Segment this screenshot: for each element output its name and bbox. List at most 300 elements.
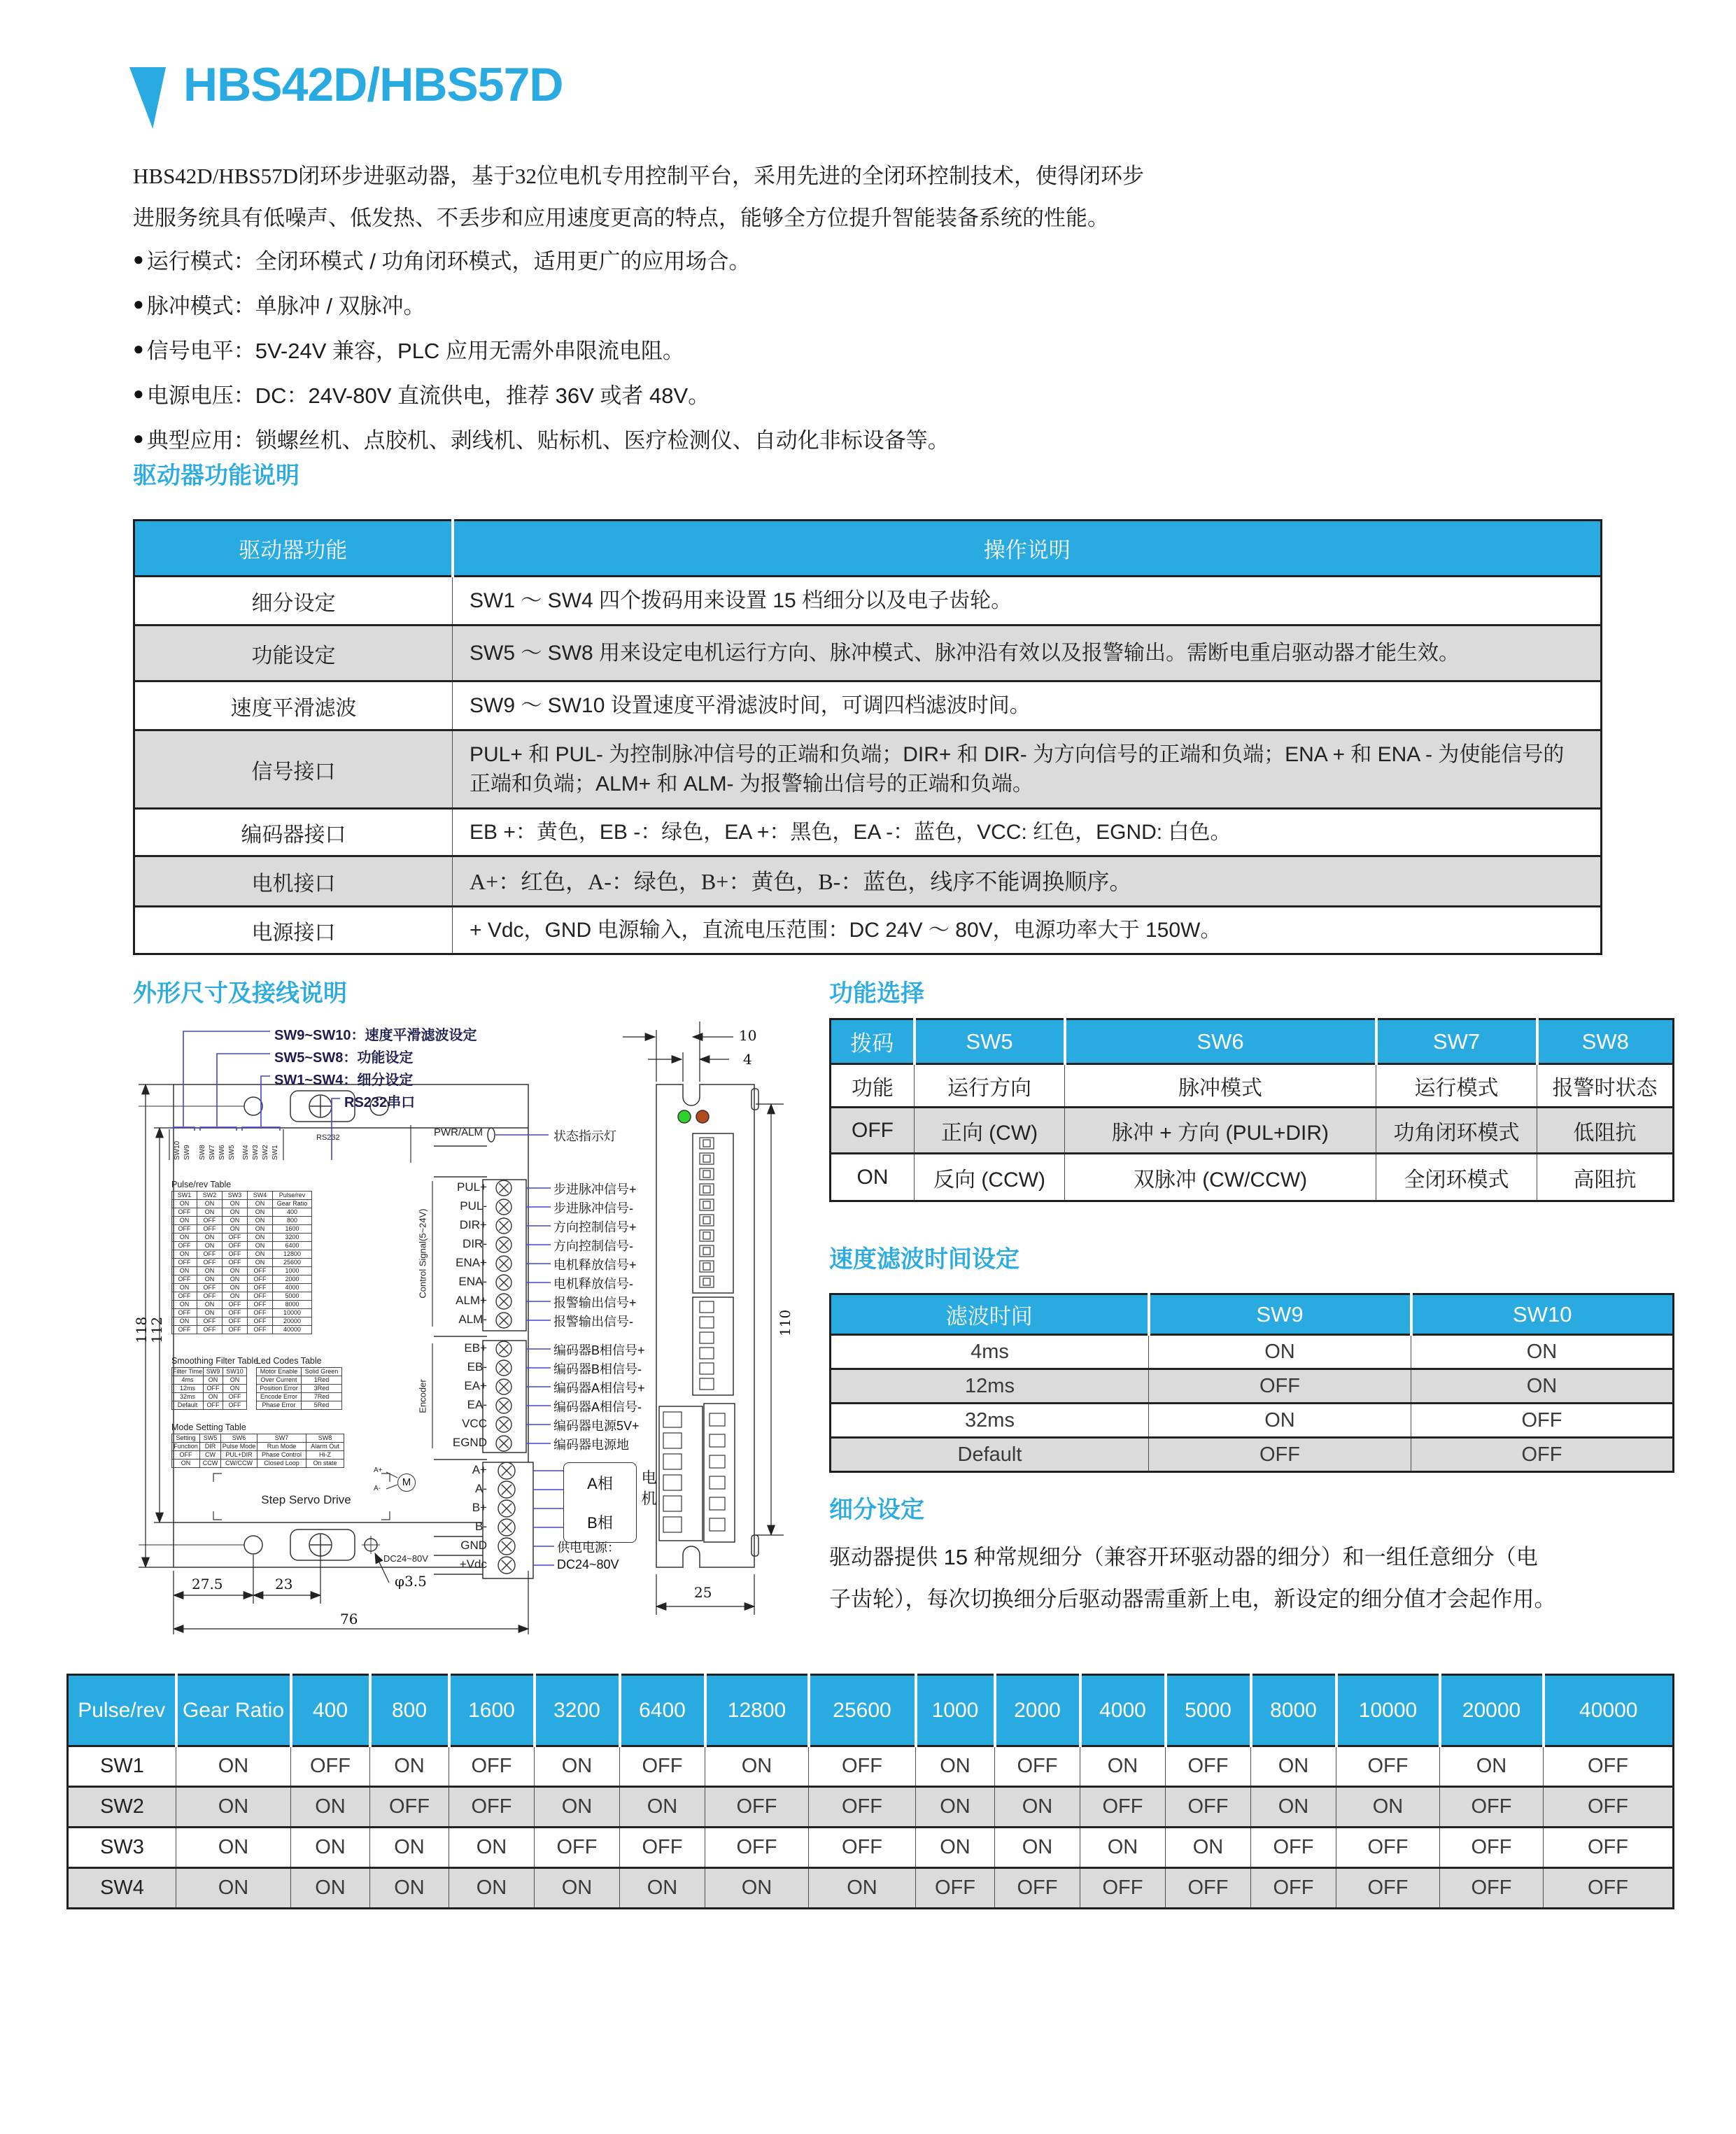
mini-table-row [172,1385,247,1393]
table-cell: OFF [1166,1787,1251,1828]
table-cell: 高阻抗 [1537,1154,1674,1201]
bullet-dot-icon: ● [133,427,144,448]
table-cell: OFF [809,1787,916,1828]
table-cell: OFF [995,1746,1080,1787]
table-cell: OFF [197,1250,223,1259]
row-description: SW5 ～ SW8 用来设定电机运行方向、脉冲模式、脉冲沿有效以及报警输出。需断电重启驱动器才能生效。 [453,626,1602,681]
table-cell: ON [1149,1404,1411,1438]
table-cell: 反向 (CCW) [915,1154,1065,1201]
bullet-dot-icon: ● [133,338,144,359]
table-cell: OFF [197,1217,223,1225]
smoothing-filter-mini-table: Smoothing Filter Table Filter Time SW9 SW10 4ms ON ON 12ms OFF ON 32ms ON OFF Default OFF OFF [171,1356,259,1408]
table-row [831,1404,1674,1438]
table-cell: ON [831,1154,915,1201]
table-cell: OFF [172,1309,197,1317]
wire-label: 编码器电源地 [553,1438,629,1452]
table-cell: OFF [809,1746,916,1787]
wire-label: 方向控制信号+ [553,1220,637,1234]
table-row [68,1787,1674,1828]
motor-a-minus-label: A- [374,1485,381,1492]
table-cell: Position Error [257,1385,302,1393]
subdivision-line: 驱动器提供 15 种常规细分（兼容开环驱动器的细分）和一组任意细分（电 [829,1545,1538,1569]
table-cell: OFF [248,1292,273,1301]
dip-switch-label: SW9 [183,1145,191,1160]
column-header: 2000 [995,1675,1080,1746]
mini-table-row [257,1401,342,1410]
table-cell: OFF [291,1746,370,1787]
dim-10: 10 [739,1027,757,1044]
terminal-label: ENA- [458,1275,487,1288]
table-cell: On state [306,1460,344,1468]
table-cell: Closed Loop [257,1460,306,1468]
table-cell: ON [248,1259,273,1267]
supply-label: 供电电源： [557,1541,620,1555]
table-cell: ON [1149,1335,1411,1369]
mini-table-row [172,1250,312,1259]
table-cell: SW2 [197,1192,223,1200]
column-header: 5000 [1166,1675,1251,1746]
bullet-item [133,333,950,365]
column-header: 驱动器功能 [134,521,453,577]
table-cell: ON [535,1787,620,1828]
table-cell: OFF [1544,1787,1674,1828]
pwr-alm-label: PWR/ALM [433,1126,483,1138]
dip-switch-label: SW8 [199,1145,206,1160]
mini-table-row [172,1267,312,1276]
table-cell: OFF [172,1326,197,1334]
column-header: 1600 [449,1675,535,1746]
dim-25: 25 [694,1584,712,1601]
terminal-label: DIR+ [459,1218,487,1231]
callout-sw9-sw10: SW9~SW10：速度平滑滤波设定 [274,1028,477,1043]
mini-table-row [172,1276,312,1284]
table-cell: OFF [1080,1787,1166,1828]
table-cell: SW6 [221,1434,257,1443]
row-description: SW9 ～ SW10 设置速度平滑滤波时间，可调四档滤波时间。 [453,681,1602,730]
table-cell: OFF [1544,1746,1674,1787]
table-cell: 3Red [302,1385,342,1393]
table-cell: OFF [1440,1868,1544,1909]
table-row [831,1438,1674,1472]
wire-label: 步进脉冲信号+ [553,1182,637,1196]
column-header: SW6 [1065,1019,1376,1064]
table-row [134,907,1602,954]
table-cell: OFF [1440,1828,1544,1868]
table-cell: 8000 [273,1301,312,1309]
table-cell: OFF [535,1828,620,1868]
table-cell: SW7 [257,1434,306,1443]
table-cell: ON [916,1787,995,1828]
table-cell: 4000 [273,1284,312,1292]
dc-range-small-label: DC24~80V [383,1553,428,1564]
table-cell: OFF [1080,1868,1166,1909]
table-cell: ON [172,1217,197,1225]
table-cell: 12800 [273,1250,312,1259]
phase-a-label: A相 [587,1474,613,1492]
dip-switch-label: SW1 [271,1145,279,1160]
table-cell: SW3 [223,1192,248,1200]
table-cell: ON [1251,1787,1336,1828]
table-cell: ON [176,1787,291,1828]
table-cell: ON [291,1787,370,1828]
column-header: 6400 [620,1675,705,1746]
table-cell: ON [223,1276,248,1284]
table-cell: OFF [1149,1438,1411,1472]
intro-line: 进服务统具有低噪声、低发热、不丢步和应用速度更高的特点，能够全方位提升智能装备系统的性能。 [133,206,1109,230]
column-header: 40000 [1544,1675,1674,1746]
terminal-label: PUL- [460,1199,487,1213]
wire-label: 编码器B相信号- [553,1362,642,1376]
bullet-item [133,243,950,275]
terminal-label: DIR- [463,1237,487,1250]
table-cell: OFF [172,1208,197,1217]
table-cell: OFF [223,1401,247,1410]
bullet-text: 典型应用：锁螺丝机、点胶机、剥线机、贴标机、医疗检测仪、自动化非标设备等。 [146,428,950,453]
section-title-function-select: 功能选择 [829,980,924,1007]
bullet-text: 脉冲模式：单脉冲 / 双脉冲。 [146,294,425,318]
dip-switch-label: SW4 [242,1145,250,1160]
table-cell: ON [172,1250,197,1259]
table-cell: ON [176,1828,291,1868]
table-cell: OFF [1336,1868,1440,1909]
table-cell: ON [223,1376,247,1385]
table-cell: 32ms [831,1404,1149,1438]
table-cell: SW5 [200,1434,221,1443]
table-row [134,809,1602,856]
table-cell: OFF [705,1828,809,1868]
row-description: PUL+ 和 PUL- 为控制脉冲信号的正端和负端；DIR+ 和 DIR- 为方向信号的正端和负端；ENA + 和 ENA - 为使能信号的正端和负端；ALM+ 和 ALM- 为报警输出信号的正端和负端。 [453,730,1602,809]
table-cell: OFF [248,1267,273,1276]
column-header: 3200 [535,1675,620,1746]
wire-label: 报警输出信号- [553,1315,633,1329]
table-cell: 4ms [172,1376,204,1385]
table-cell: ON [1440,1746,1544,1787]
brand-triangle-icon [129,67,166,129]
table-cell: ON [248,1234,273,1242]
dim-118: 118 [133,1316,150,1343]
table-cell: Pulse Mode [221,1443,257,1451]
table-cell: 6400 [273,1242,312,1250]
table-row [831,1369,1674,1404]
mode-setting-mini-table: Mode Setting Table Setting SW5 SW6 SW7 SW8 Function DIR Pulse Mode Run Mode Alarm Out OFF CW PUL+DIR Phase Control Hi-Z ON CCW CW/CCW Closed Loop On state [171,1422,344,1468]
column-header: SW8 [1537,1019,1674,1064]
mini-table-row [172,1200,312,1208]
table-cell: ON [1251,1746,1336,1787]
table-cell: OFF [223,1317,248,1326]
terminal-label: EGND [452,1436,487,1449]
row-label: 信号接口 [134,730,453,809]
dip-switch-label: SW6 [218,1145,226,1160]
table-row [68,1746,1674,1787]
bullet-text: 电源电压：DC：24V-80V 直流供电，推荐 36V 或者 48V。 [146,383,710,408]
table-cell: 3200 [273,1234,312,1242]
table-cell: Over Current [257,1376,302,1385]
table-cell: OFF [705,1787,809,1828]
row-label: 电机接口 [134,856,453,907]
column-header: Gear Ratio [176,1675,291,1746]
bullet-dot-icon: ● [133,248,144,269]
table-cell: ON [223,1267,248,1276]
mini-table-row [172,1242,312,1250]
mini-table-row [172,1234,312,1242]
table-cell: ON [916,1746,995,1787]
motor-label: 电机 [640,1469,657,1511]
supply-voltage-label: DC24~80V [557,1557,619,1571]
section-title-subdivision: 细分设定 [829,1497,924,1523]
table-cell: OFF [916,1868,995,1909]
table-cell: SW8 [306,1434,344,1443]
dip-switch-label: SW10 [174,1140,181,1160]
table-cell: OFF [1411,1438,1674,1472]
terminal-label: A- [475,1482,487,1495]
feature-bullet-list [133,243,950,467]
table-cell: OFF [172,1276,197,1284]
callout-sw5-sw8: SW5~SW8：功能设定 [274,1050,414,1066]
table-cell: Setting [172,1434,200,1443]
table-cell: DIR [200,1443,221,1451]
table-cell: Run Mode [257,1443,306,1451]
table-cell: ON [197,1234,223,1242]
table-cell: 低阻抗 [1537,1108,1674,1154]
table-cell: 4ms [831,1335,1149,1369]
terminal-label: A+ [472,1463,487,1476]
table-cell: OFF [204,1385,223,1393]
table-cell: 800 [273,1217,312,1225]
table-header-row [831,1019,1674,1064]
table-cell: Filter Time [173,1368,203,1375]
table-cell: CW [200,1451,221,1460]
table-cell: Pulse/rev [273,1192,312,1200]
mini-table-row [257,1376,342,1385]
table-cell: ON [449,1828,535,1868]
table-cell: ON [197,1208,223,1217]
table-cell: ON [248,1208,273,1217]
table-cell: OFF [223,1259,248,1267]
table-cell: Phase Error [257,1401,302,1410]
dim-4: 4 [743,1051,752,1068]
table-cell: PUL+DIR [221,1451,257,1460]
table-row [831,1335,1674,1369]
mini-table-row [172,1460,344,1468]
table-cell: OFF [197,1292,223,1301]
column-header: 20000 [1440,1675,1544,1746]
mini-table-row [172,1317,312,1326]
table-row [134,856,1602,907]
table-cell: ON [197,1242,223,1250]
terminal-label: ALM+ [456,1294,487,1307]
table-cell: OFF [223,1234,248,1242]
table-cell: ON [197,1200,223,1208]
motor-a-plus-label: A+ [374,1467,383,1474]
table-cell: OFF [1440,1787,1544,1828]
table-cell: OFF [809,1828,916,1868]
terminal-label: EA- [467,1398,487,1411]
column-header: 操作说明 [453,521,1602,577]
mini-table-row [257,1393,342,1401]
table-cell: Phase Control [257,1451,306,1460]
speed-filter-table [829,1293,1674,1473]
table-cell: OFF [172,1225,197,1234]
table-cell: ON [223,1200,248,1208]
callout-rs232: RS232串口 [344,1095,416,1110]
table-cell: OFF [248,1276,273,1284]
table-cell: ON [176,1746,291,1787]
column-header: 4000 [1080,1675,1166,1746]
column-header: Pulse/rev [68,1675,176,1746]
table-cell: ON [620,1868,705,1909]
row-description: A+：红色，A-：绿色，B+：黄色，B-：蓝色，线序不能调换顺序。 [453,856,1602,907]
terminal-label: +Vdc [459,1557,487,1571]
subdivision-paragraph [829,1536,1679,1620]
table-row [831,1108,1674,1154]
table-cell: OFF [1336,1746,1440,1787]
table-cell: ON [172,1460,200,1468]
mini-table-row [172,1326,312,1334]
table-cell: OFF [223,1242,248,1250]
table-cell: ON [176,1868,291,1909]
table-cell: OFF [248,1326,273,1334]
table-cell: 全闭环模式 [1376,1154,1537,1201]
table-cell: OFF [223,1393,247,1401]
subdivision-line: 子齿轮），每次切换细分后驱动器需重新上电，新设定的细分值才会起作用。 [829,1587,1556,1611]
row-description: EB +：黄色，EB -：绿色，EA +：黑色，EA -：蓝色，VCC: 红色，EGND: 白色。 [453,809,1602,856]
column-header: 8000 [1251,1675,1336,1746]
table-cell: SW4 [248,1192,273,1200]
column-header: 800 [370,1675,449,1746]
table-cell: ON [705,1868,809,1909]
table-cell: OFF [248,1317,273,1326]
table-header-row [134,521,1602,577]
table-row [831,1064,1674,1108]
control-signal-group-label: Control Signal(5~24V) [417,1208,428,1299]
table-cell: OFF [1149,1369,1411,1404]
intro-line: HBS42D/HBS57D闭环步进驱动器，基于32位电机专用控制平台，采用先进的全闭环控制技术，使得闭环步 [133,164,1144,188]
wire-label: 步进脉冲信号- [553,1201,633,1215]
column-header: SW5 [915,1019,1065,1064]
table-cell: OFF [172,1451,200,1460]
table-cell: ON [620,1787,705,1828]
function-select-table [829,1018,1674,1202]
motor-phase-box [563,1462,637,1543]
dim-27-5: 27.5 [192,1576,223,1592]
motor-symbol: M [397,1474,416,1492]
table-cell: OFF [223,1309,248,1317]
table-cell: ON [916,1828,995,1868]
table-cell: 运行模式 [1376,1064,1537,1108]
table-cell: Function [172,1443,200,1451]
table-cell: ON [172,1234,197,1242]
table-header-row [68,1675,1674,1746]
table-cell: 功能 [831,1064,915,1108]
table-cell: ON [223,1292,248,1301]
terminal-label: EA+ [464,1379,487,1392]
bullet-item [133,423,950,454]
wire-label: 编码器A相信号+ [553,1381,645,1395]
table-cell: OFF [831,1108,915,1154]
table-cell: ON [197,1267,223,1276]
table-cell: ON [223,1225,248,1234]
table-cell: Default [172,1401,204,1410]
mini-table-row [257,1368,342,1376]
table-cell: ON [995,1787,1080,1828]
table-cell: OFF [1336,1828,1440,1868]
dim-110: 110 [777,1309,793,1336]
table-cell: ON [1080,1746,1166,1787]
table-cell: SW10 [223,1368,247,1376]
table-cell: 20000 [273,1317,312,1326]
row-label: 编码器接口 [134,809,453,856]
table-row [134,681,1602,730]
table-cell: 报警时状态 [1537,1064,1674,1108]
wire-label: 编码器电源5V+ [553,1419,640,1433]
table-cell: ON [172,1317,197,1326]
table-cell: OFF [197,1326,223,1334]
table-cell: ON [197,1301,223,1309]
table-cell: OFF [248,1284,273,1292]
table-cell: ON [223,1217,248,1225]
column-header: SW10 [1411,1294,1674,1335]
table-header-row [831,1294,1674,1335]
row-label: SW4 [68,1868,176,1909]
table-cell: OFF [449,1787,535,1828]
table-cell: ON [172,1301,197,1309]
table-cell: OFF [1251,1868,1336,1909]
table-cell: ON [370,1868,449,1909]
mini-table-row [172,1443,344,1451]
table-cell: ON [197,1276,223,1284]
wire-label: 编码器A相信号- [553,1400,642,1414]
wire-label: 电机释放信号+ [553,1258,637,1272]
section-title-dimensions: 外形尺寸及接线说明 [133,980,347,1007]
table-cell: ON [370,1746,449,1787]
table-cell: ON [809,1868,916,1909]
mini-table-row [172,1401,247,1410]
table-cell: ON [1336,1787,1440,1828]
table-cell: 7Red [302,1393,342,1401]
mini-table-row [172,1225,312,1234]
table-cell: ON [1411,1335,1674,1369]
column-header: SW7 [1376,1019,1537,1064]
table-row [831,1154,1674,1201]
mini-table-row [172,1434,344,1443]
table-cell: ON [204,1393,223,1401]
bullet-dot-icon: ● [133,293,144,314]
table-row [68,1828,1674,1868]
wire-label: 报警输出信号+ [553,1296,637,1310]
table-cell: 功角闭环模式 [1376,1108,1537,1154]
device-name-label: Step Servo Drive [261,1493,351,1506]
row-description: SW1 ～ SW4 四个拨码用来设置 15 档细分以及电子齿轮。 [453,577,1602,626]
column-header: 1000 [916,1675,995,1746]
bullet-item [133,288,950,320]
table-cell: SW9 [204,1368,223,1376]
mini-table-row [172,1393,247,1401]
dim-23: 23 [275,1576,293,1592]
table-cell: 12ms [172,1385,204,1393]
table-cell: ON [223,1385,247,1393]
row-label: SW3 [68,1828,176,1868]
table-cell: 正向 (CW) [915,1108,1065,1154]
mini-table-row [172,1301,312,1309]
encoder-group-label: Encoder [417,1379,428,1413]
table-cell: 运行方向 [915,1064,1065,1108]
bullet-text: 运行模式：全闭环模式 / 功角闭环模式，适用更广的应用场合。 [146,249,751,274]
mini-table-row [172,1368,247,1376]
table-cell: 脉冲 + 方向 (PUL+DIR) [1065,1108,1376,1154]
table-cell: OFF [172,1242,197,1250]
dim-112: 112 [148,1316,165,1343]
table-cell: Hi-Z [306,1451,344,1460]
